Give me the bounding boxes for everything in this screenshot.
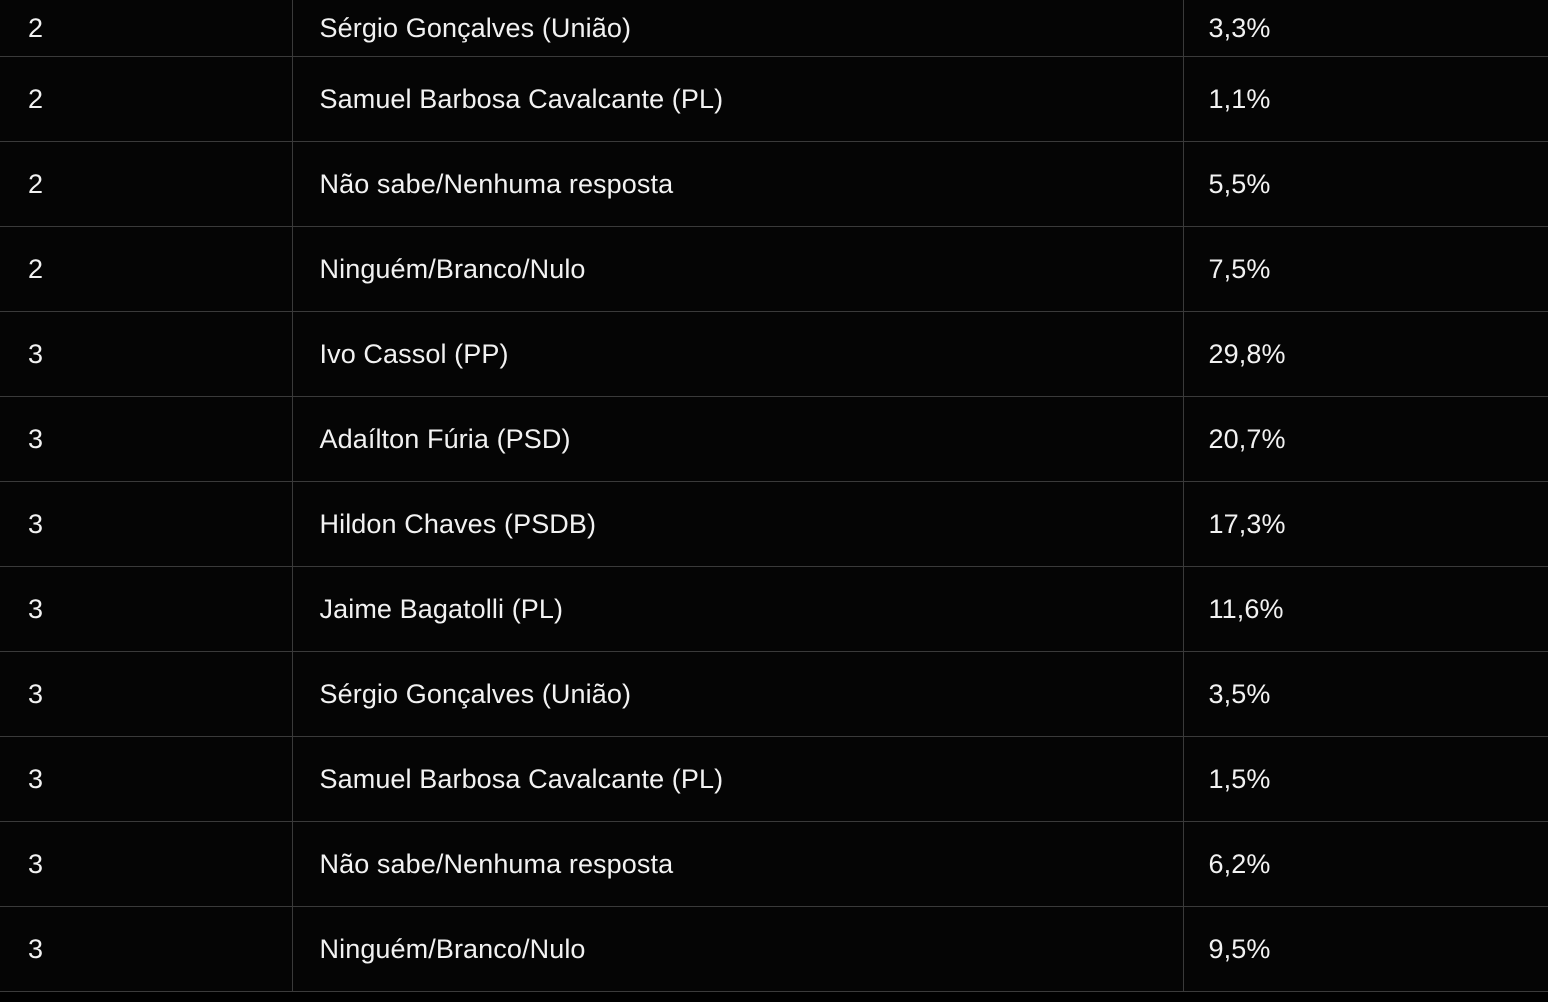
table-row — [0, 907, 1548, 992]
table-row — [0, 0, 1548, 57]
cell-scenario: 3 — [0, 907, 292, 992]
cell-candidate: Ivo Cassol (PP) — [292, 312, 1183, 397]
cell-candidate: Sérgio Gonçalves (União) — [292, 652, 1183, 737]
table-row — [0, 567, 1548, 652]
cell-candidate: Adaílton Fúria (PSD) — [292, 397, 1183, 482]
cell-scenario: 3 — [0, 737, 292, 822]
cell-percentage: 17,3% — [1183, 482, 1548, 567]
cell-scenario: 2 — [0, 227, 292, 312]
cell-percentage: 29,8% — [1183, 312, 1548, 397]
table-row — [0, 142, 1548, 227]
cell-candidate: Hildon Chaves (PSDB) — [292, 482, 1183, 567]
cell-percentage: 3,3% — [1183, 0, 1548, 57]
table-row — [0, 227, 1548, 312]
cell-percentage: 11,6% — [1183, 567, 1548, 652]
table-row — [0, 652, 1548, 737]
cell-scenario: 3 — [0, 482, 292, 567]
cell-percentage: 6,2% — [1183, 822, 1548, 907]
cell-candidate: Jaime Bagatolli (PL) — [292, 567, 1183, 652]
cell-percentage: 1,5% — [1183, 737, 1548, 822]
cell-candidate: Não sabe/Nenhuma resposta — [292, 822, 1183, 907]
cell-candidate: Ninguém/Branco/Nulo — [292, 227, 1183, 312]
cell-candidate: Samuel Barbosa Cavalcante (PL) — [292, 57, 1183, 142]
cell-percentage: 20,7% — [1183, 397, 1548, 482]
cell-candidate: Ninguém/Branco/Nulo — [292, 907, 1183, 992]
cell-percentage: 1,1% — [1183, 57, 1548, 142]
cell-scenario: 3 — [0, 397, 292, 482]
cell-scenario: 3 — [0, 652, 292, 737]
cell-scenario: 2 — [0, 57, 292, 142]
cell-scenario: 3 — [0, 312, 292, 397]
cell-percentage: 5,5% — [1183, 142, 1548, 227]
table-row — [0, 737, 1548, 822]
table-row — [0, 482, 1548, 567]
table-row — [0, 822, 1548, 907]
table-row — [0, 397, 1548, 482]
cell-scenario: 3 — [0, 567, 292, 652]
cell-scenario: 2 — [0, 0, 292, 57]
cell-scenario: 2 — [0, 142, 292, 227]
table-row — [0, 312, 1548, 397]
cell-scenario: 3 — [0, 822, 292, 907]
cell-percentage: 7,5% — [1183, 227, 1548, 312]
cell-percentage: 9,5% — [1183, 907, 1548, 992]
cell-percentage: 3,5% — [1183, 652, 1548, 737]
cell-candidate: Sérgio Gonçalves (União) — [292, 0, 1183, 57]
table-row — [0, 57, 1548, 142]
cell-candidate: Não sabe/Nenhuma resposta — [292, 142, 1183, 227]
cell-candidate: Samuel Barbosa Cavalcante (PL) — [292, 737, 1183, 822]
